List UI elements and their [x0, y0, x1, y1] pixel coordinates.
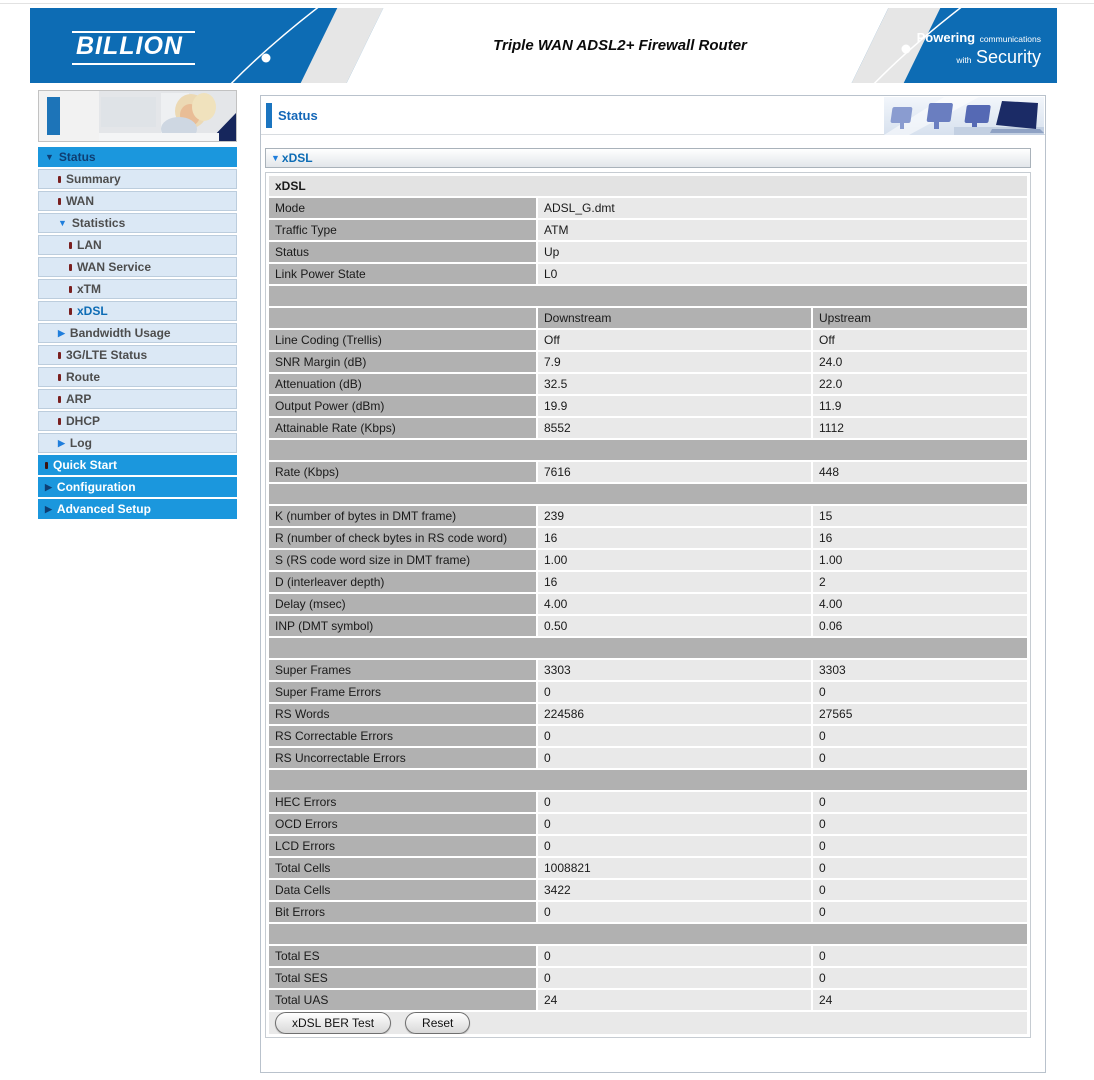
bullet-icon	[69, 242, 72, 249]
stat-label: D (interleaver depth)	[269, 572, 536, 592]
section-header[interactable]	[265, 148, 1031, 168]
stat-value-downstream: 0	[538, 814, 811, 834]
table-row	[269, 528, 1027, 548]
bullet-icon	[58, 374, 61, 381]
sidebar-item-label: Bandwidth Usage	[69, 326, 171, 340]
stat-value-upstream: Off	[813, 330, 1027, 350]
stats-table	[267, 174, 1029, 1036]
stat-label: K (number of bytes in DMT frame)	[269, 506, 536, 526]
column-header-upstream: Upstream	[813, 308, 1027, 328]
chevron-right-icon: ▶	[45, 503, 52, 514]
table-row	[269, 220, 1027, 240]
stat-value-upstream: 0	[813, 836, 1027, 856]
sidebar-item-label: Statistics	[71, 216, 126, 230]
stat-value-downstream: 0	[538, 748, 811, 768]
stat-value-upstream: 0	[813, 726, 1027, 746]
stat-value-upstream: 1112	[813, 418, 1027, 438]
stat-value-upstream: 22.0	[813, 374, 1027, 394]
table-row	[269, 286, 1027, 306]
title-accent-bar	[266, 103, 272, 128]
stat-label: Rate (Kbps)	[269, 462, 536, 482]
stat-value-downstream: 0	[538, 836, 811, 856]
stat-value-upstream: 0	[813, 858, 1027, 878]
sidebar-item-label: xTM	[77, 282, 101, 296]
bullet-icon	[69, 264, 72, 271]
sidebar-item-label: Configuration	[56, 480, 136, 494]
sidebar-item-statistics[interactable]	[38, 213, 237, 233]
chevron-right-icon: ▶	[58, 437, 65, 448]
page-title: Status	[278, 108, 318, 123]
stat-value-downstream: 1008821	[538, 858, 811, 878]
stat-value-downstream: 0.50	[538, 616, 811, 636]
stat-label: RS Correctable Errors	[269, 726, 536, 746]
sidebar-item-xdsl[interactable]	[38, 301, 237, 321]
stat-value-upstream: 0	[813, 792, 1027, 812]
table-row	[269, 594, 1027, 614]
stat-value-downstream: 3303	[538, 660, 811, 680]
stat-value-upstream: 0.06	[813, 616, 1027, 636]
stat-label: Line Coding (Trellis)	[269, 330, 536, 350]
table-row	[269, 462, 1027, 482]
stat-value-downstream: 0	[538, 902, 811, 922]
table-row	[269, 264, 1027, 284]
stat-label: Output Power (dBm)	[269, 396, 536, 416]
chevron-down-icon: ▼	[58, 217, 67, 228]
stat-value-downstream: 24	[538, 990, 811, 1010]
stat-value-downstream: 239	[538, 506, 811, 526]
sidebar-nav	[38, 147, 237, 519]
spacer-row	[269, 638, 1027, 658]
table-row	[269, 836, 1027, 856]
sidebar-item-bandwidth-usage[interactable]	[38, 323, 237, 343]
sidebar-item-label: Status	[58, 150, 96, 164]
table-row	[269, 374, 1027, 394]
table-row	[269, 176, 1027, 196]
billion-logo: BILLION	[72, 31, 195, 65]
stat-value-downstream: Off	[538, 330, 811, 350]
table-row	[269, 770, 1027, 790]
table-row	[269, 638, 1027, 658]
stat-value-upstream: 1.00	[813, 550, 1027, 570]
stat-value-downstream: 0	[538, 946, 811, 966]
table-row	[269, 330, 1027, 350]
stat-value-downstream: 8552	[538, 418, 811, 438]
stat-value-upstream: 24	[813, 990, 1027, 1010]
column-header-downstream: Downstream	[538, 308, 811, 328]
sidebar-item-label: Summary	[66, 172, 121, 186]
spacer-row	[269, 286, 1027, 306]
bullet-icon	[69, 286, 72, 293]
table-row	[269, 506, 1027, 526]
stat-label: HEC Errors	[269, 792, 536, 812]
sidebar-item-wan-service[interactable]	[38, 257, 237, 277]
stats-table-wrap	[265, 172, 1031, 1038]
stat-value-upstream: 11.9	[813, 396, 1027, 416]
spacer-row	[269, 484, 1027, 504]
stat-label: R (number of check bytes in RS code word)	[269, 528, 536, 548]
stat-value-upstream: 16	[813, 528, 1027, 548]
sidebar-item-advanced-setup[interactable]	[38, 499, 237, 519]
table-row	[269, 792, 1027, 812]
sidebar-item-label: DHCP	[66, 414, 101, 428]
stat-value-downstream: 1.00	[538, 550, 811, 570]
stat-label: Bit Errors	[269, 902, 536, 922]
table-row	[269, 660, 1027, 680]
stat-value-downstream: 4.00	[538, 594, 811, 614]
table-row	[269, 924, 1027, 944]
sidebar-item-configuration[interactable]	[38, 477, 237, 497]
column-header-empty	[269, 308, 536, 328]
xdsl-ber-test-button[interactable]: xDSL BER Test	[275, 1012, 391, 1034]
table-row	[269, 726, 1027, 746]
button-row	[269, 1012, 1027, 1034]
stat-value-downstream: 224586	[538, 704, 811, 724]
stat-value-downstream: 0	[538, 726, 811, 746]
stat-label: Total UAS	[269, 990, 536, 1010]
sidebar-item-label: WAN	[66, 194, 94, 208]
stat-value: ATM	[538, 220, 1027, 240]
table-row	[269, 616, 1027, 636]
stat-value-downstream: 0	[538, 968, 811, 988]
bullet-icon	[58, 198, 61, 205]
tagline	[917, 28, 1041, 69]
stat-label: Attainable Rate (Kbps)	[269, 418, 536, 438]
stat-label: RS Words	[269, 704, 536, 724]
table-row	[269, 814, 1027, 834]
sidebar-photo	[38, 90, 237, 142]
stat-value: ADSL_G.dmt	[538, 198, 1027, 218]
table-row	[269, 550, 1027, 570]
sidebar-item-dhcp[interactable]	[38, 411, 237, 431]
chevron-right-icon: ▶	[58, 327, 65, 338]
stat-label: Mode	[269, 198, 536, 218]
sidebar-item-label: WAN Service	[77, 260, 152, 274]
spacer-row	[269, 924, 1027, 944]
sidebar-item-label: Route	[66, 370, 100, 384]
stat-label: Super Frame Errors	[269, 682, 536, 702]
bullet-icon	[58, 352, 61, 359]
stat-label: Total SES	[269, 968, 536, 988]
stat-value: L0	[538, 264, 1027, 284]
bullet-icon	[58, 418, 61, 425]
tagline-security: Security	[975, 47, 1041, 68]
bullet-icon	[58, 396, 61, 403]
table-row	[269, 418, 1027, 438]
stat-label: Delay (msec)	[269, 594, 536, 614]
bullet-icon	[69, 308, 72, 315]
section-title: xDSL	[281, 151, 313, 165]
chevron-right-icon: ▶	[45, 481, 52, 492]
stat-value-downstream: 0	[538, 792, 811, 812]
stat-value-downstream: 16	[538, 528, 811, 548]
stat-value-downstream: 7616	[538, 462, 811, 482]
stat-value-downstream: 0	[538, 682, 811, 702]
sidebar-item-label: LAN	[77, 238, 102, 252]
sidebar-item-status[interactable]	[38, 147, 237, 167]
table-row	[269, 990, 1027, 1010]
stat-value-upstream: 15	[813, 506, 1027, 526]
bullet-icon	[58, 176, 61, 183]
sidebar-item-log[interactable]	[38, 433, 237, 453]
stat-value: Up	[538, 242, 1027, 262]
sidebar-item-label: Quick Start	[53, 458, 118, 472]
stat-value-downstream: 3422	[538, 880, 811, 900]
table-row	[269, 242, 1027, 262]
table-row	[269, 352, 1027, 372]
stat-value-upstream: 4.00	[813, 594, 1027, 614]
sidebar-item-label: xDSL	[77, 304, 108, 318]
sidebar-item-xtm[interactable]	[38, 279, 237, 299]
sidebar-item-wan[interactable]	[38, 191, 237, 211]
stat-value-upstream: 24.0	[813, 352, 1027, 372]
content-panel	[260, 95, 1046, 1073]
sidebar-item-route[interactable]	[38, 367, 237, 387]
stat-value-downstream: 32.5	[538, 374, 811, 394]
table-row	[269, 484, 1027, 504]
sidebar-item-3g-lte-status[interactable]	[38, 345, 237, 365]
stat-value-upstream: 0	[813, 968, 1027, 988]
stat-value-downstream: 16	[538, 572, 811, 592]
stat-label: Traffic Type	[269, 220, 536, 240]
woman-headset-image	[39, 91, 236, 141]
stat-label: Attenuation (dB)	[269, 374, 536, 394]
sidebar-item-quick-start[interactable]	[38, 455, 237, 475]
table-row	[269, 440, 1027, 460]
stat-value-upstream: 0	[813, 682, 1027, 702]
stat-label: OCD Errors	[269, 814, 536, 834]
table-row	[269, 748, 1027, 768]
sidebar-item-arp[interactable]	[38, 389, 237, 409]
sidebar	[38, 90, 237, 521]
status-bar	[261, 96, 1045, 135]
stat-label: Link Power State	[269, 264, 536, 284]
stat-value-upstream: 27565	[813, 704, 1027, 724]
stat-value-upstream: 0	[813, 902, 1027, 922]
stat-value-upstream: 0	[813, 946, 1027, 966]
table-row	[269, 902, 1027, 922]
stat-label: RS Uncorrectable Errors	[269, 748, 536, 768]
table-row	[269, 308, 1027, 328]
table-row	[269, 880, 1027, 900]
section-subheader-row: xDSL	[269, 176, 1027, 196]
stat-label: Status	[269, 242, 536, 262]
table-row	[269, 396, 1027, 416]
stat-value-upstream: 2	[813, 572, 1027, 592]
sidebar-item-summary[interactable]	[38, 169, 237, 189]
sidebar-item-lan[interactable]	[38, 235, 237, 255]
stat-value-upstream: 0	[813, 814, 1027, 834]
table-row	[269, 704, 1027, 724]
table-row	[269, 946, 1027, 966]
stat-label: Data Cells	[269, 880, 536, 900]
stat-label: Super Frames	[269, 660, 536, 680]
sidebar-item-label: ARP	[66, 392, 92, 406]
bullet-icon	[45, 462, 48, 469]
spacer-row	[269, 440, 1027, 460]
table-row	[269, 682, 1027, 702]
tagline-powering: Powering	[916, 30, 976, 45]
sidebar-item-label: 3G/LTE Status	[66, 348, 148, 362]
sidebar-item-label: Log	[69, 436, 92, 450]
stat-label: Total Cells	[269, 858, 536, 878]
computers-image	[884, 97, 1044, 135]
stat-label: LCD Errors	[269, 836, 536, 856]
top-divider	[0, 3, 1094, 4]
table-row	[269, 858, 1027, 878]
table-row	[269, 572, 1027, 592]
table-row	[269, 1012, 1027, 1034]
stat-label: Total ES	[269, 946, 536, 966]
tagline-communications: communications	[979, 34, 1041, 44]
stat-value-downstream: 7.9	[538, 352, 811, 372]
chevron-down-icon: ▼	[45, 151, 54, 162]
chevron-down-icon: ▼	[271, 153, 280, 163]
stat-value-upstream: 3303	[813, 660, 1027, 680]
stat-label: SNR Margin (dB)	[269, 352, 536, 372]
sidebar-item-label: Advanced Setup	[56, 502, 151, 516]
product-title: Triple WAN ADSL2+ Firewall Router	[493, 37, 747, 54]
header-banner	[30, 8, 1057, 83]
table-row	[269, 198, 1027, 218]
stat-label: S (RS code word size in DMT frame)	[269, 550, 536, 570]
stat-label: INP (DMT symbol)	[269, 616, 536, 636]
table-row	[269, 968, 1027, 988]
spacer-row	[269, 770, 1027, 790]
reset-button[interactable]: Reset	[405, 1012, 470, 1034]
stat-value-downstream: 19.9	[538, 396, 811, 416]
stat-value-upstream: 0	[813, 880, 1027, 900]
stat-value-upstream: 448	[813, 462, 1027, 482]
stat-value-upstream: 0	[813, 748, 1027, 768]
tagline-with: with	[956, 55, 972, 66]
